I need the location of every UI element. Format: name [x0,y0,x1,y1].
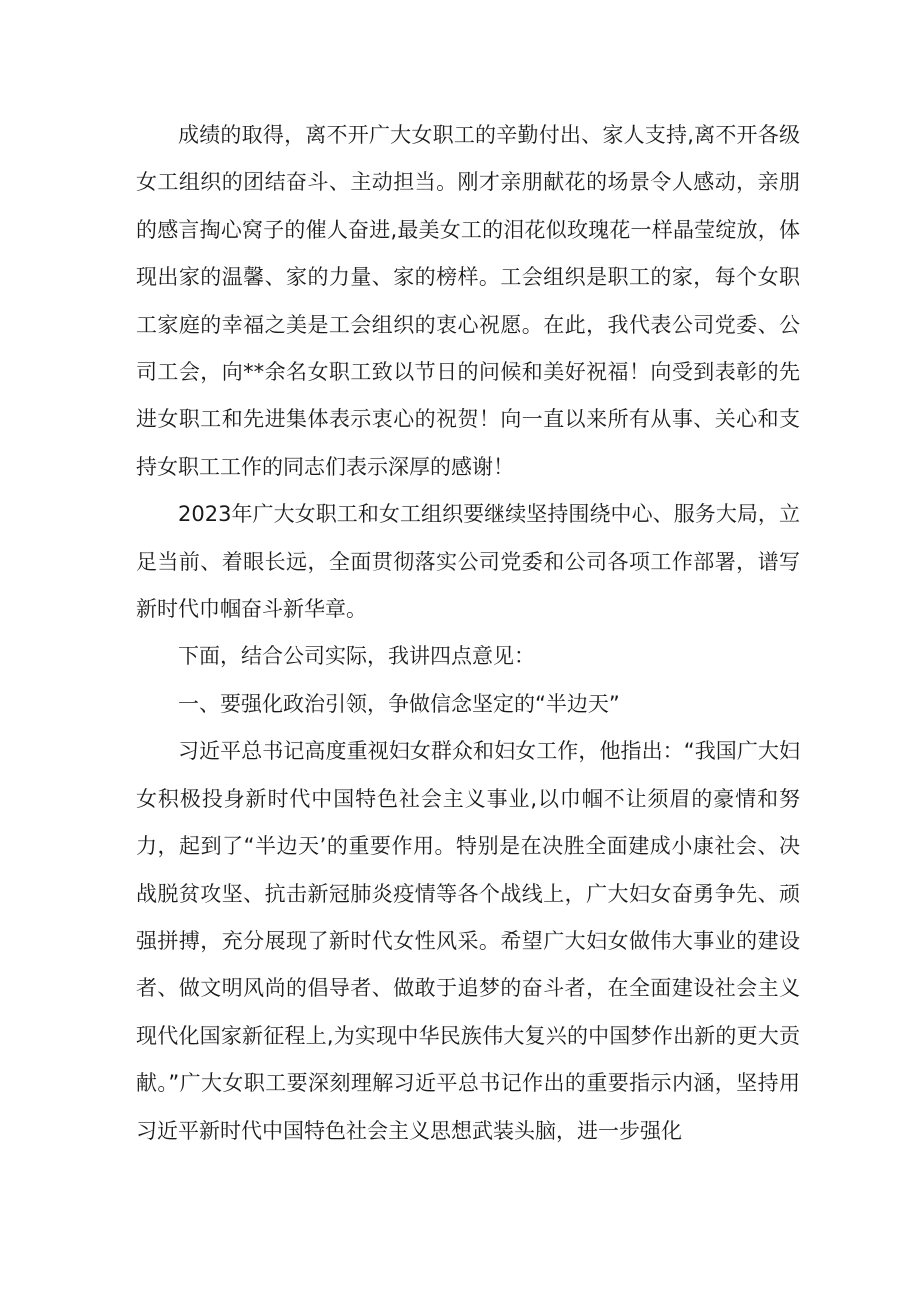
section-heading-one: 一、要强化政治引领，争做信念坚定的“半边天” [178,691,620,716]
paragraph-achievements: 成绩的取得，离不开广大女职工的辛勤付出、家人支持,离不开各级女工组织的团结奋斗、主动担当。刚才亲朋献花的场景令人感动，亲朋的感言掏心窝子的催人奋进,最美女工的泪花似玫瑰花一样晶莹绽放，体现出家的温馨、家的力量、家的榜样。工会组织是职工的家，每个女职工家庭的幸福之美是工会组织的衷心祝愿。在此，我代表公司党委、公司工会，向**余名女职工致以节日的问候和美好祝福！向受到表彰的先进女职工和先进集体表示衷心的祝贺！向一直以来所有从事、关心和支持女职工工作的同志们表示深厚的感谢！ [136,123,800,479]
document-body [136,112,800,1155]
paragraph-xi-quote: 习近平总书记高度重视妇女群众和妇女工作，他指出：“我国广大妇女积极投身新时代中国特色社会主义事业,以巾帼不让须眉的豪情和努力，起到了“半边天’的重要作用。特别是在决胜全面建成小康社会、决战脱贫攻坚、抗击新冠肺炎疫情等各个战线上，广大妇女奋勇争先、顽强拼搏，充分展现了新时代女性风采。希望广大妇女做伟大事业的建设者、做文明风尚的倡导者、做敢于追梦的奋斗者，在全面建设社会主义现代化国家新征程上,为实现中华民族伟大复兴的中国梦作出新的更大贡献。”广大女职工要深刻理解习近平总书记作出的重要指示内涵，坚持用习近平新时代中国特色社会主义思想武装头脑，进一步强化 [136,739,800,1143]
paragraph-four-points-intro: 下面，结合公司实际，我讲四点意见： [178,644,535,669]
paragraph-2023-goals: 2023年广大女职工和女工组织要继续坚持围绕中心、服务大局，立足当前、着眼长远，全面贯彻落实公司党委和公司各项工作部署，谱写新时代巾帼奋斗新华章。 [136,502,800,622]
